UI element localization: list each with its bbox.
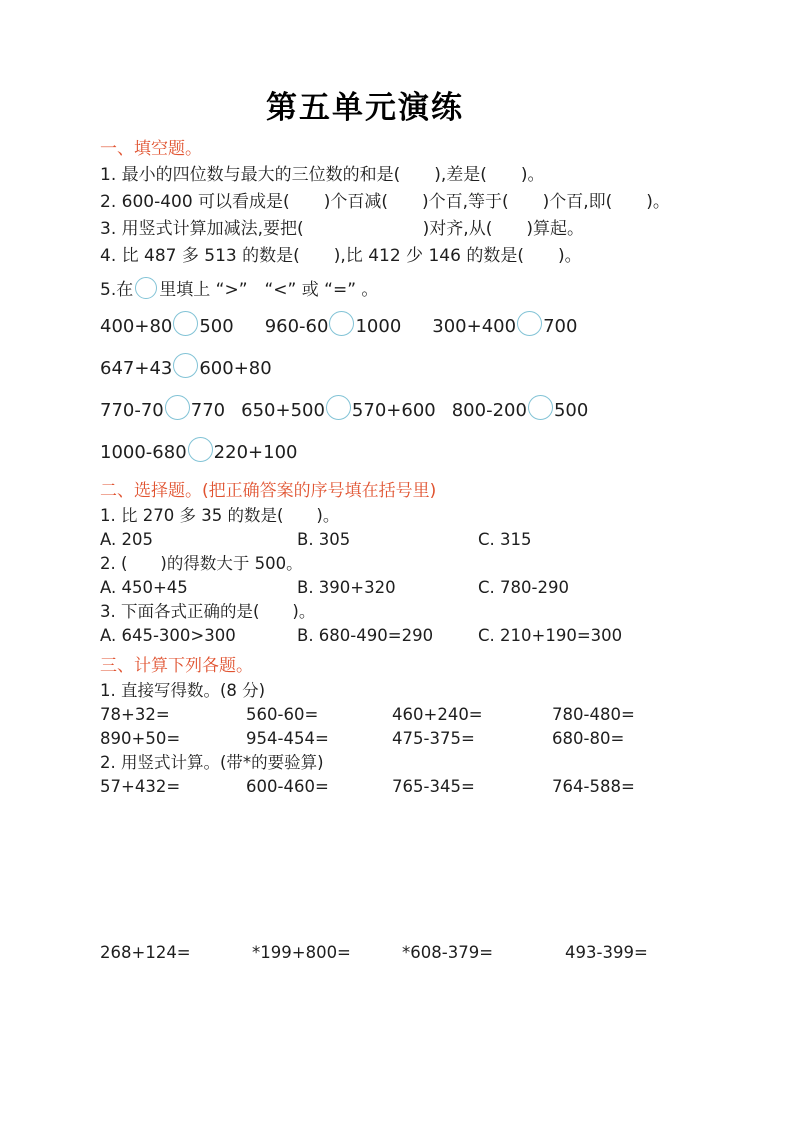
- compare-pair: [432, 314, 577, 339]
- option-a: A. 450+45: [100, 578, 188, 597]
- mental-math-subheading: 1. 直接写得数。(8 分): [100, 681, 266, 700]
- calc-cell: 460+240=: [392, 705, 483, 724]
- working-space: [100, 799, 753, 941]
- choice-q1-stem: 1. 比 270 多 35 的数是( )。: [100, 506, 340, 525]
- choice-q1-options: [100, 528, 753, 552]
- fill-item-5-prefix: 5.在: [100, 280, 134, 300]
- compare-pair: [241, 398, 436, 423]
- compare-left-value: 770-70: [100, 399, 164, 421]
- compare-right-value: 500: [199, 315, 234, 337]
- compare-pair: [452, 398, 589, 423]
- calc-cell: *608-379=: [402, 943, 494, 962]
- mental-math-row-1: [100, 703, 753, 727]
- option-c: C. 315: [478, 530, 532, 549]
- compare-circle-icon: [173, 353, 198, 378]
- calc-cell: 765-345=: [392, 777, 475, 796]
- compare-left-value: 650+500: [241, 399, 325, 421]
- compare-circle-icon: [135, 277, 157, 299]
- compare-circle-icon: [165, 395, 190, 420]
- section-two-heading: 二、选择题。(把正确答案的序号填在括号里): [100, 481, 437, 501]
- page-title: 第五单元演练: [266, 90, 464, 126]
- compare-circle-icon: [326, 395, 351, 420]
- compare-right-value: 1000: [355, 315, 402, 337]
- option-b: B. 390+320: [297, 578, 396, 597]
- option-a: A. 645-300>300: [100, 626, 236, 645]
- compare-right-value: 700: [543, 315, 578, 337]
- section-three-heading: 三、计算下列各题。: [100, 656, 253, 676]
- calc-cell: 493-399=: [565, 943, 648, 962]
- calc-cell: 600-460=: [246, 777, 329, 796]
- calc-cell: 475-375=: [392, 729, 475, 748]
- compare-pair: [265, 314, 402, 339]
- compare-left-value: 300+400: [432, 315, 517, 337]
- compare-row-3: [100, 389, 753, 431]
- compare-circle-icon: [517, 311, 542, 336]
- calc-cell: 780-480=: [552, 705, 635, 724]
- vertical-calc-row-2: [100, 941, 753, 965]
- choice-q2-stem: 2. ( )的得数大于 500。: [100, 554, 303, 573]
- compare-circle-icon: [188, 437, 213, 462]
- compare-left-value: 800-200: [451, 399, 527, 421]
- compare-pair: [100, 398, 225, 423]
- compare-right-value: 220+100: [213, 441, 298, 463]
- compare-left-value: 400+80: [100, 315, 173, 337]
- calc-cell: *199+800=: [252, 943, 351, 962]
- choice-q2-options: [100, 576, 753, 600]
- fill-item-3: 3. 用竖式计算加减法,要把( )对齐,从( )算起。: [100, 219, 584, 239]
- vertical-calc-subheading: 2. 用竖式计算。(带*的要验算): [100, 753, 324, 772]
- calc-cell: 890+50=: [100, 729, 181, 748]
- fill-item-2: 2. 600-400 可以看成是( )个百减( )个百,等于( )个百,即( )。: [100, 192, 670, 212]
- fill-item-5-suffix: 里填上 “>” “<” 或 “=” 。: [159, 280, 379, 300]
- fill-item-1: 1. 最小的四位数与最大的三位数的和是( ),差是( )。: [100, 165, 545, 185]
- mental-math-row-2: [100, 727, 753, 751]
- compare-right-value: 600+80: [199, 357, 272, 379]
- compare-pair: [100, 314, 234, 339]
- compare-right-value: 570+600: [351, 399, 436, 421]
- compare-right-value: 770: [190, 399, 226, 421]
- compare-pair: [100, 356, 272, 381]
- option-c: C. 210+190=300: [478, 626, 623, 645]
- compare-circle-icon: [329, 311, 354, 336]
- calc-cell: 57+432=: [100, 777, 181, 796]
- calc-cell: 954-454=: [246, 729, 329, 748]
- compare-circle-icon: [173, 311, 198, 336]
- compare-left-value: 647+43: [100, 357, 173, 379]
- compare-row-4: [100, 431, 753, 473]
- calc-cell: 560-60=: [246, 705, 319, 724]
- option-c: C. 780-290: [478, 578, 569, 597]
- choice-q3-options: [100, 624, 753, 648]
- compare-pair: [100, 440, 297, 465]
- section-one-heading: 一、填空题。: [100, 139, 202, 159]
- vertical-calc-row-1: [100, 775, 753, 799]
- compare-right-value: 500: [553, 399, 589, 421]
- calc-cell: 268+124=: [100, 943, 191, 962]
- compare-circle-icon: [528, 395, 553, 420]
- option-b: B. 305: [297, 530, 351, 549]
- fill-item-4: 4. 比 487 多 513 的数是( ),比 412 少 146 的数是( )。: [100, 246, 582, 266]
- compare-left-value: 960-60: [264, 315, 329, 337]
- choice-q3-stem: 3. 下面各式正确的是( )。: [100, 602, 316, 621]
- calc-cell: 78+32=: [100, 705, 170, 724]
- compare-row-1: [100, 305, 753, 347]
- calc-cell: 764-588=: [552, 777, 635, 796]
- calc-cell: 680-80=: [552, 729, 625, 748]
- fill-item-5: [100, 275, 753, 305]
- compare-row-2: [100, 347, 753, 389]
- option-b: B. 680-490=290: [297, 626, 434, 645]
- compare-left-value: 1000-680: [100, 441, 187, 463]
- option-a: A. 205: [100, 530, 153, 549]
